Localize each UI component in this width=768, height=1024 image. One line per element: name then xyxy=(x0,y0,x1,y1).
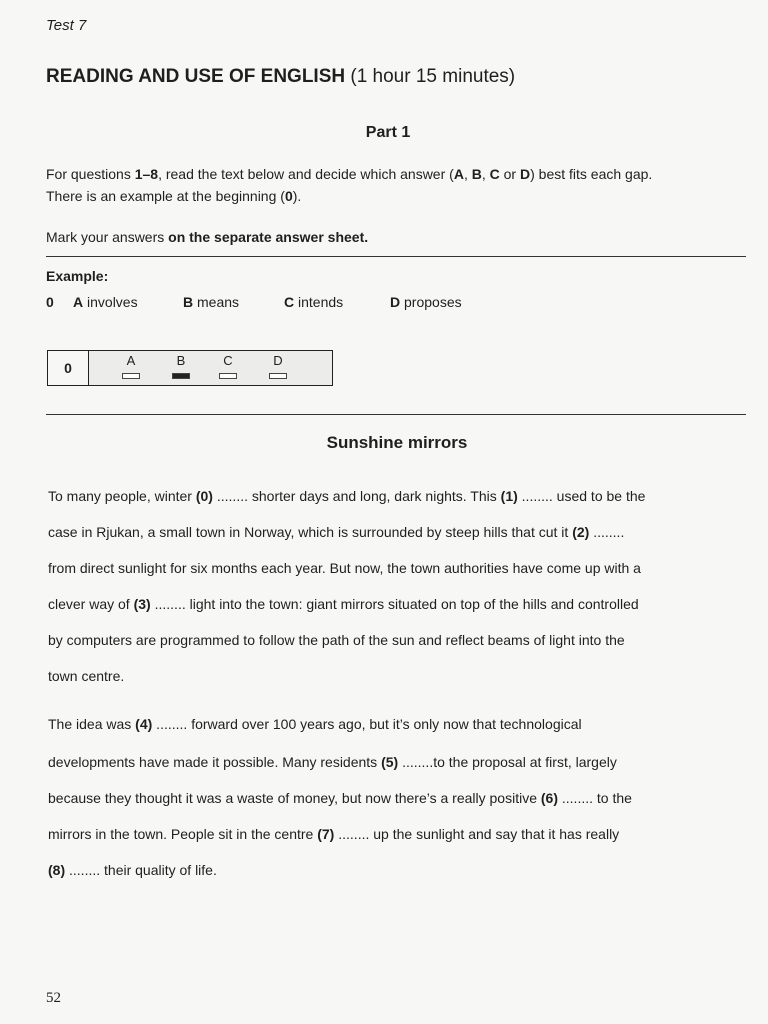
paragraph-2-line: developments have made it possible. Many residents (5) ........to the proposal at first, largely xyxy=(48,754,617,770)
example-option-b: B means xyxy=(183,294,240,310)
divider xyxy=(46,256,746,257)
answer-choice-c: C xyxy=(216,353,240,379)
paragraph-1-line: clever way of (3) ........ light into the town: giant mirrors situated on top of the hills and controlled xyxy=(48,596,639,612)
answer-choice-a: A xyxy=(119,353,143,379)
section-title-bold: READING AND USE OF ENGLISH xyxy=(46,66,346,87)
example-answer-box xyxy=(47,350,333,386)
instructions xyxy=(46,163,652,207)
text-title: Sunshine mirrors xyxy=(326,433,468,452)
example-option-d: D proposes xyxy=(390,294,462,310)
section-title xyxy=(46,66,515,88)
part-title: Part 1 xyxy=(365,124,411,141)
instruction-line-3: Mark your answers on the separate answer sheet. xyxy=(46,229,369,245)
section-title-duration: (1 hour 15 minutes) xyxy=(350,66,516,87)
paragraph-1-line: case in Rjukan, a small town in Norway, which is surrounded by steep hills that cut it (2) ........ xyxy=(48,524,625,540)
paragraph-1-line: To many people, winter (0) ........ shorter days and long, dark nights. This (1) ........ used to be the xyxy=(48,488,646,504)
paragraph-2-line: because they thought it was a waste of money, but now there’s a really positive (6) ........ to the xyxy=(48,790,632,806)
paragraph-1-line: from direct sunlight for six months each year. But now, the town authorities have come up with a xyxy=(48,560,641,576)
answer-choice-d: D xyxy=(266,353,290,379)
paragraph-1-line: by computers are programmed to follow the path of the sun and reflect beams of light into the xyxy=(48,632,625,648)
paragraph-2-line: mirrors in the town. People sit in the centre (7) ........ up the sunlight and say that it has really xyxy=(48,826,620,842)
test-label: Test 7 xyxy=(46,17,87,34)
paragraph-1-line: town centre. xyxy=(48,668,125,684)
page-number: 52 xyxy=(46,990,61,1006)
answer-choice-b: B xyxy=(169,353,193,379)
answer-box-choices xyxy=(89,351,332,385)
instruction-line-1: For questions 1–8, read the text below and decide which answer (A, B, C or D) best fits each gap. xyxy=(46,166,653,182)
example-option-a: A involves xyxy=(73,294,138,310)
example-label: Example: xyxy=(46,268,109,284)
paragraph-2-line: (8) ........ their quality of life. xyxy=(48,862,217,878)
instruction-line-2: There is an example at the beginning (0). xyxy=(46,188,302,204)
example-number: 0 xyxy=(46,294,54,310)
divider xyxy=(46,414,746,415)
answer-box-number: 0 xyxy=(48,351,89,385)
example-options xyxy=(46,294,646,316)
paragraph-2-line: The idea was (4) ........ forward over 100 years ago, but it’s only now that technological xyxy=(48,716,582,732)
example-option-c: C intends xyxy=(284,294,344,310)
